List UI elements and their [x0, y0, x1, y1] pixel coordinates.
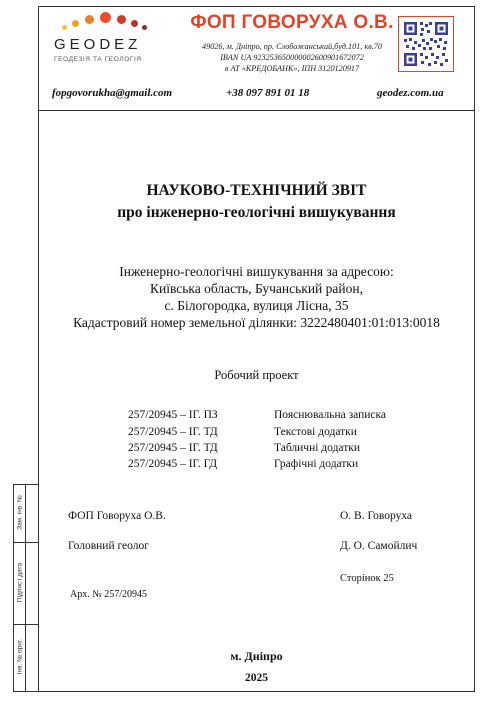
footer-year: 2025 — [245, 672, 268, 684]
qr-code-icon — [398, 16, 454, 72]
stamp-label-original: Інв. № ориг. — [16, 638, 24, 675]
cadastral-number: Кадастровий номер земельної ділянки: 3222480401:01:013:0018 — [73, 315, 440, 330]
archive-number: Арх. № 257/20945 — [70, 589, 148, 600]
geologist-signatory: Д. О. Самойлич — [340, 540, 418, 552]
doc-code: 257/20945 – ІГ. ТД — [128, 426, 218, 438]
address-street: с. Білогородка, вулиця Лісна, 35 — [164, 298, 349, 313]
company-name: ФОП ГОВОРУХА О.В. — [190, 12, 394, 33]
doc-code: 257/20945 – ІГ. ПЗ — [128, 409, 218, 421]
doc-name: Табличні додатки — [274, 442, 361, 454]
footer-city: м. Дніпро — [230, 649, 283, 663]
org-role: ФОП Говоруха О.В. — [68, 510, 166, 522]
stamp-label-signature: Підпис і дата — [16, 562, 24, 603]
logo-subtitle: ГЕОДЕЗІЯ ТА ГЕОЛОГІЯ — [54, 56, 142, 63]
report-subtitle: про інженерно-геологічні вишукування — [117, 204, 396, 221]
doc-name: Текстові додатки — [274, 426, 357, 438]
header-separator — [38, 110, 475, 111]
report-title: НАУКОВО-ТЕХНІЧНИЙ ЗВІТ — [146, 182, 367, 199]
geologist-role: Головний геолог — [68, 540, 149, 552]
stamp-cell-original — [14, 625, 39, 691]
address-region: Київська область, Бучанський район, — [150, 281, 363, 296]
page-count: Сторінок 25 — [340, 573, 394, 584]
company-iban: IBAN UA 923253650000002600901672072 — [220, 53, 364, 62]
logo-name: GEODEZ — [54, 36, 142, 53]
doc-name: Пояснювальна записка — [274, 409, 387, 421]
org-signatory: О. В. Говоруха — [340, 510, 413, 522]
contact-phone[interactable]: +38 097 891 01 18 — [226, 87, 310, 99]
company-address: 49026, м. Дніпро, пр. Слобожанський,буд.101, кв.70 — [202, 42, 382, 51]
side-stamp-strip — [13, 484, 38, 692]
address-intro: Інженерно-геологічні вишукування за адресою: — [119, 264, 394, 279]
company-bank: в АТ «КРЕДОБАНК», ІПН 3120120917 — [224, 64, 360, 73]
stamp-label-replacement: Зам. інв. № — [16, 495, 24, 530]
doc-name: Графічні додатки — [274, 458, 359, 470]
doc-code: 257/20945 – ІГ. ГД — [128, 458, 218, 470]
contact-email[interactable]: fopgovorukha@gmail.com — [52, 87, 173, 99]
doc-code: 257/20945 – ІГ. ТД — [128, 442, 218, 454]
project-label: Робочий проект — [214, 368, 299, 382]
contact-website[interactable]: geodez.com.ua — [377, 87, 444, 99]
